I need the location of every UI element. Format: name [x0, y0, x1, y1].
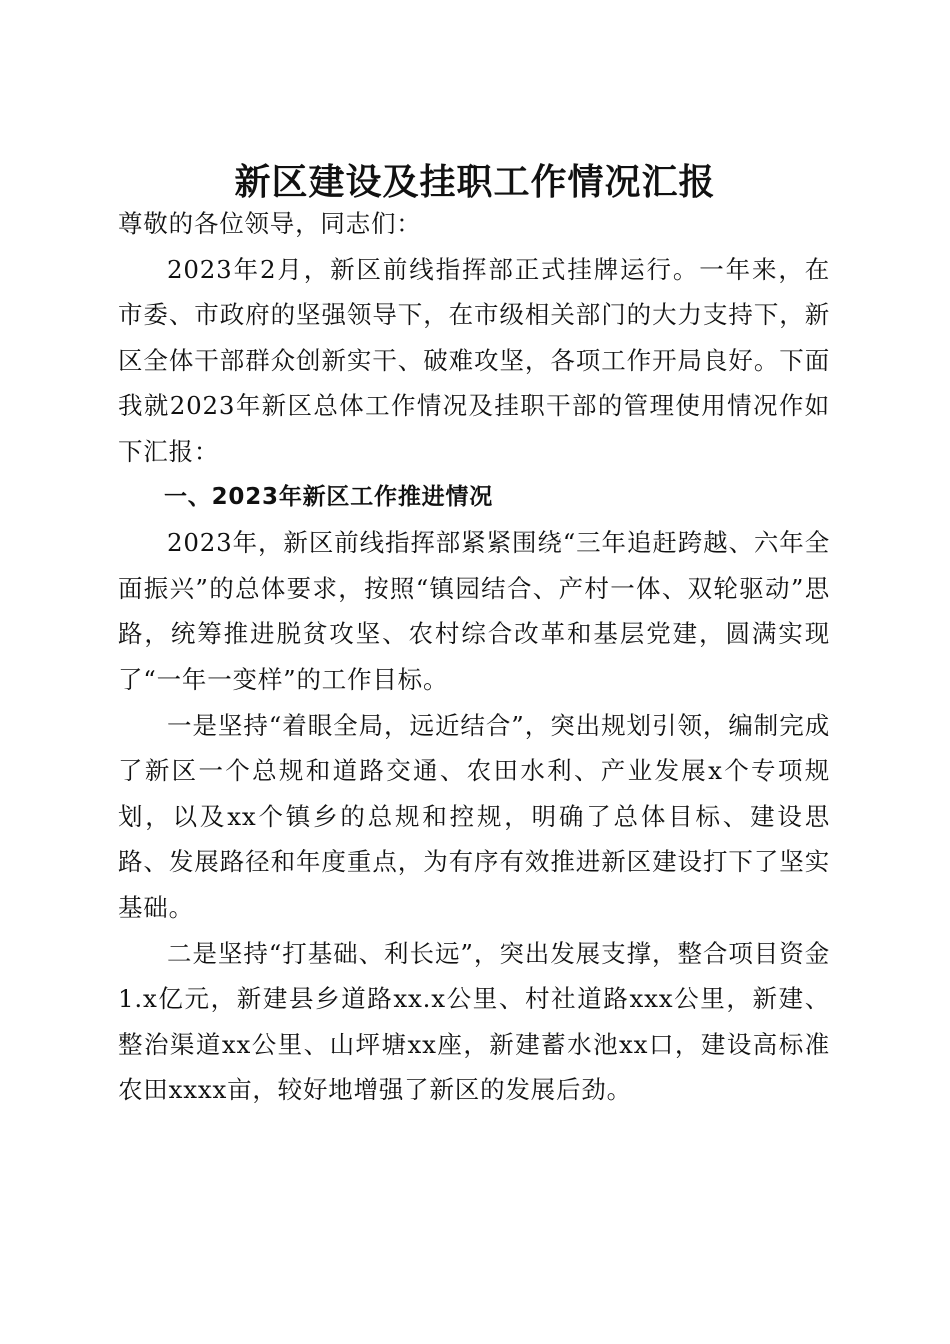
document-body — [118, 201, 830, 1113]
document-title: 新区建设及挂职工作情况汇报 — [234, 161, 716, 204]
paragraph-planning: 一是坚持“着眼全局，远近结合”，突出规划引领，编制完成了新区一个总规和道路交通、农田水利、产业发展x个专项规划，以及xx个镇乡的总规和控规，明确了总体目标、建设思路、发展路径和年度重点，为有序有效推进新区建设打下了坚实基础。 — [118, 710, 830, 922]
paragraph-overview: 2023年，新区前线指挥部紧紧围绕“三年追赶跨越、六年全面振兴”的总体要求，按照“镇园结合、产村一体、双轮驱动”思路，统筹推进脱贫攻坚、农村综合改革和基层党建，圆满实现了“一年一变样”的工作目标。 — [118, 528, 830, 694]
intro-paragraph: 2023年2月，新区前线指挥部正式挂牌运行。一年来，在市委、市政府的坚强领导下，在市级相关部门的大力支持下，新区全体干部群众创新实干、破难攻坚，各项工作开局良好。下面我就2023年新区总体工作情况及挂职干部的管理使用情况作如下汇报： — [118, 254, 830, 466]
paragraph-infrastructure: 二是坚持“打基础、利长远”，突出发展支撑，整合项目资金1.x亿元，新建县乡道路xx.x公里、村社道路xxx公里，新建、整治渠道xx公里、山坪塘xx座，新建蓄水池xx口，建设高标准农田xxxx亩，较好地增强了新区的发展后劲。 — [118, 938, 830, 1105]
section-heading: 一、2023年新区工作推进情况 — [164, 483, 494, 510]
salutation: 尊敬的各位领导，同志们： — [118, 209, 422, 238]
